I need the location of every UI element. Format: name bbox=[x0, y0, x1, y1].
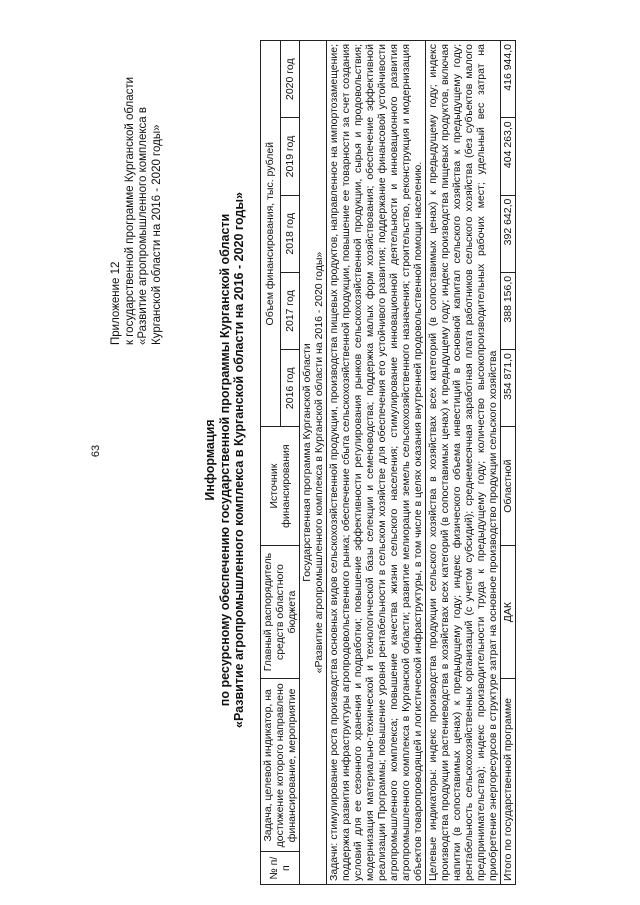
indicators-row bbox=[426, 41, 501, 885]
header-year: 2020 год bbox=[280, 41, 300, 118]
header-volume: Объем финансирования, тыс. рублей bbox=[261, 41, 281, 427]
appendix-line: Приложение 12 bbox=[110, 261, 122, 345]
header-no: № п/п bbox=[261, 852, 300, 885]
program-line: Государственная программа Курганской области bbox=[301, 343, 313, 582]
header-year: 2016 год bbox=[280, 350, 300, 427]
table-header-row bbox=[261, 41, 281, 885]
header-year: 2019 год bbox=[280, 118, 300, 195]
title-line: «Развитие агропромышленного комплекса в Курганской области на 2016 - 2020 годы» bbox=[232, 192, 246, 728]
total-value: 392 642,0 bbox=[501, 195, 516, 272]
total-value: 404 263,0 bbox=[501, 118, 516, 195]
total-row bbox=[501, 41, 516, 885]
program-line: «Развитие агропромышленного комплекса в Курганской области на 2016 - 2020 годы» bbox=[313, 251, 325, 674]
header-year: 2018 год bbox=[280, 195, 300, 272]
appendix-line: Курганской области на 2016 - 2020 годы» bbox=[150, 124, 163, 345]
header-task: Задача, целевой индикатор, на достижение которого направлено финансирование, мероприятие bbox=[261, 679, 300, 852]
header-admin: Главный распорядитель средств областного бюджета bbox=[261, 545, 300, 679]
program-cell bbox=[300, 41, 327, 885]
appendix-header bbox=[110, 45, 164, 345]
total-value: 416 944,0 bbox=[501, 41, 516, 118]
document-title bbox=[203, 30, 247, 890]
title-line: Информация bbox=[203, 419, 217, 501]
appendix-line: к государственной программе Курганской области bbox=[123, 76, 136, 345]
total-label: Итого по государственной программе bbox=[501, 679, 516, 885]
total-value: 354 871,0 bbox=[501, 350, 516, 427]
header-year: 2017 год bbox=[280, 272, 300, 349]
total-value: 388 156,0 bbox=[501, 272, 516, 349]
program-row bbox=[300, 41, 327, 885]
total-source: Областной bbox=[501, 427, 516, 545]
total-admin: ДАК bbox=[501, 545, 516, 679]
appendix-line: «Развитие агропромышленного комплекса в bbox=[137, 107, 149, 345]
tasks-row bbox=[327, 41, 426, 885]
indicators-text: Целевые индикаторы: индекс производства продукции сельского хозяйства в хозяйствах всех категорий (в сопоставимых ценах) к предыдущему году; индекс производства продукции растениеводства в хозяйствах всех категорий (в сопоставимых ценах) к предыдущему году; индекс производства пищевых продуктов, включая напитки (в сопоставимых ценах) к предыдущему году; индекс физического объема инвестиций в основной капитал сельского хозяйства к предыдущему году; рентабельность сельскохозяйственных организаций (с учетом субсидий); среднемесячная заработная плата работников сельского хозяйства (без субъектов малого предпринимательства); индекс производительности труда к предыдущему году; количество высокопроизводительных рабочих мест; удельный вес затрат на приобретение энергоресурсов в структуре затрат на основное производство продукции сельского хозяйства bbox=[426, 41, 501, 885]
document-sheet bbox=[60, 30, 580, 890]
title-line: по ресурсному обеспечению государственной программы Курганской области bbox=[217, 213, 232, 707]
tasks-text: Задачи: стимулирование роста производства основных видов сельскохозяйственной продукции, производства пищевых продуктов, направленное на импортозамещение; поддержка развития инфраструктуры агропродовольственного рынка; обеспечение сбыта сельскохозяйственной продукции, повышение ее товарности за счет создания условий для ее сезонного хранения и подработки; повышение эффективности регулирования рынков сельскохозяйственной продукции, сырья и продовольствия; модернизация материально-технической и технологической базы селекции и семеноводства; поддержка малых форм хозяйствования; обеспечение эффективной реализации Программы; повышение уровня рентабельности в сельском хозяйстве для обеспечения его устойчивого развития; поддержание финансовой устойчивости агропромышленного комплекса; повышение качества жизни сельского населения; стимулирование инновационной деятельности и инновационного развития агропромышленного комплекса в Курганской области; развитие мелиорации земель сельскохозяйственного назначения; строительство, реконструкция и модернизация объектов товаропроводящей и логистической инфраструктуры, в том числе в целях оказания внутренней продовольственной помощи населению. bbox=[327, 41, 426, 885]
page-number: 63 bbox=[90, 444, 102, 458]
resource-table bbox=[260, 40, 516, 885]
header-source: Источник финансирования bbox=[261, 427, 300, 545]
